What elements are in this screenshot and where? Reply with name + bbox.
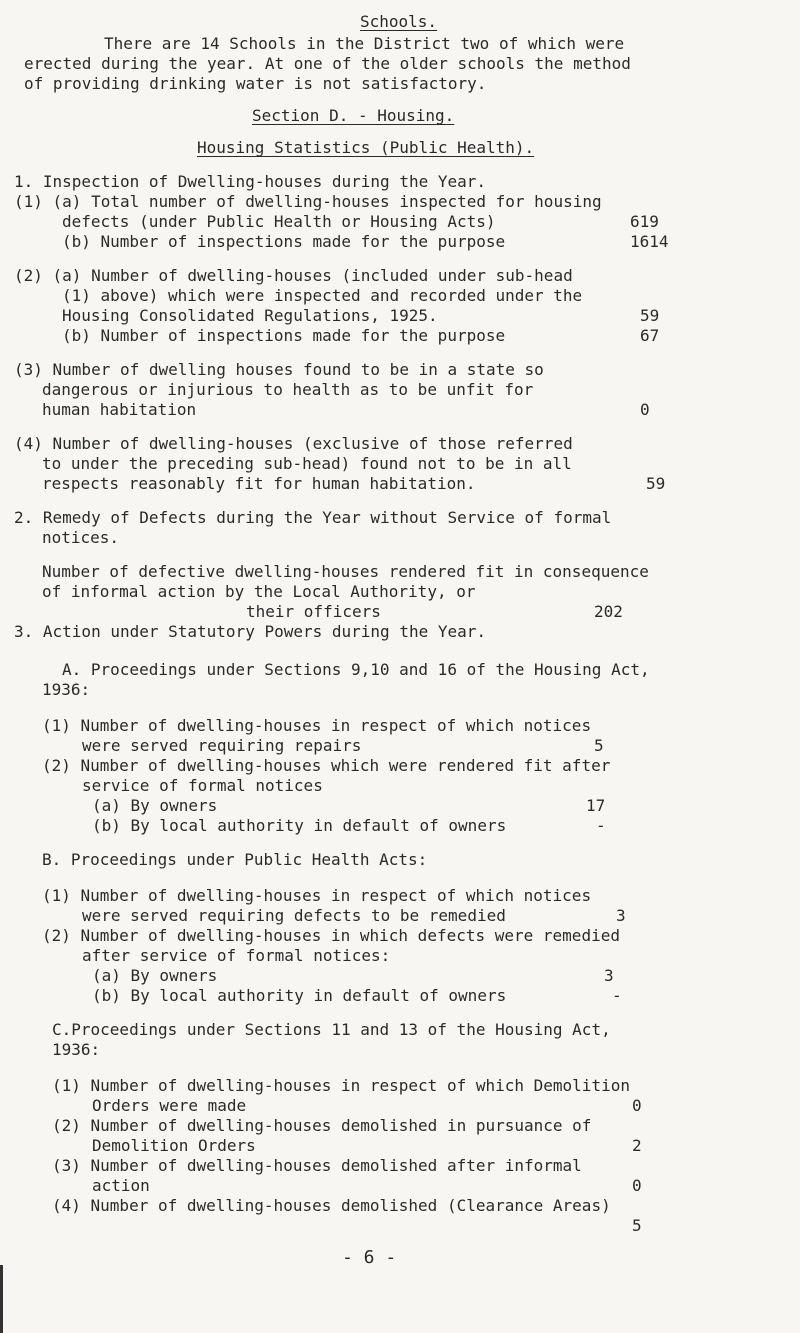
item-1-2b: (b) Number of inspections made for the purpose <box>62 326 506 345</box>
item-b1-line-1: (1) Number of dwelling-houses in respect of which notices <box>42 886 592 905</box>
item-1-2a-value: 59 <box>640 306 660 325</box>
item-c3-value: 0 <box>632 1176 642 1195</box>
schools-heading: Schools. <box>360 12 438 31</box>
item-b2a-value: 3 <box>604 966 614 985</box>
item-1-4-line-2: to under the preceding sub-head) found not to be in all <box>42 454 572 473</box>
item-c3-line-1: (3) Number of dwelling-houses demolished after informal <box>52 1156 582 1175</box>
item-c1-line-2: Orders were made <box>92 1096 247 1115</box>
item-c4-line-1: (4) Number of dwelling-houses demolished (Clearance Areas) <box>52 1196 611 1215</box>
item-1-3-line-2: dangerous or injurious to health as to be unfit for <box>42 380 534 399</box>
item-a2-line-1: (2) Number of dwelling-houses which were rendered fit after <box>42 756 611 775</box>
item-1-2b-value: 67 <box>640 326 660 345</box>
item-1-1a-line-2: defects (under Public Health or Housing Acts) <box>62 212 496 231</box>
schools-text-line-2: erected during the year. At one of the older schools the method <box>24 54 631 73</box>
item-a1-value: 5 <box>594 736 604 755</box>
item-1-1a-value: 619 <box>630 212 659 231</box>
item-b-title: B. Proceedings under Public Health Acts: <box>42 850 428 869</box>
item-1-4-line-3: respects reasonably fit for human habitation. <box>42 474 476 493</box>
item-2-number-line-1: Number of defective dwelling-houses rendered fit in consequence <box>42 562 649 581</box>
item-a2a: (a) By owners <box>92 796 218 815</box>
item-a-line-2: 1936: <box>42 680 91 699</box>
item-c1-value: 0 <box>632 1096 642 1115</box>
item-2-line-1: 2. Remedy of Defects during the Year without Service of formal <box>14 508 612 527</box>
item-2-number-value: 202 <box>594 602 623 621</box>
item-c-line-1: C.Proceedings under Sections 11 and 13 of the Housing Act, <box>52 1020 611 1039</box>
item-1-title: 1. Inspection of Dwelling-houses during the Year. <box>14 172 487 191</box>
item-1-2a-line-1: (2) (a) Number of dwelling-houses (included under sub-head <box>14 266 573 285</box>
item-2-number-line-2: of informal action by the Local Authority, or <box>42 582 476 601</box>
item-1-1b-value: 1614 <box>630 232 669 251</box>
scan-edge-line <box>0 1265 3 1333</box>
item-a1-line-2: were served requiring repairs <box>82 736 362 755</box>
item-c3-line-2: action <box>92 1176 150 1195</box>
page-number: - 6 - <box>342 1247 397 1268</box>
item-b2b-value: - <box>612 986 622 1005</box>
item-3-title: 3. Action under Statutory Powers during the Year. <box>14 622 487 641</box>
item-c2-line-2: Demolition Orders <box>92 1136 256 1155</box>
item-1-4-line-1: (4) Number of dwelling-houses (exclusive of those referred <box>14 434 573 453</box>
item-a2a-value: 17 <box>586 796 606 815</box>
item-2-number-line-3: their officers <box>246 602 381 621</box>
item-1-2a-line-2: (1) above) which were inspected and recorded under the <box>62 286 583 305</box>
item-b2a: (a) By owners <box>92 966 218 985</box>
item-b2-line-1: (2) Number of dwelling-houses in which defects were remedied <box>42 926 620 945</box>
item-1-3-line-3: human habitation <box>42 400 197 419</box>
item-c4-value: 5 <box>632 1216 642 1235</box>
item-1-1b: (b) Number of inspections made for the purpose <box>62 232 506 251</box>
item-1-2a-line-3: Housing Consolidated Regulations, 1925. <box>62 306 438 325</box>
item-a2-line-2: service of formal notices <box>82 776 323 795</box>
item-c2-line-1: (2) Number of dwelling-houses demolished in pursuance of <box>52 1116 592 1135</box>
item-b2-line-2: after service of formal notices: <box>82 946 391 965</box>
item-1-4-value: 59 <box>646 474 666 493</box>
schools-text-line-3: of providing drinking water is not satisfactory. <box>24 74 487 93</box>
section-heading: Section D. - Housing. <box>252 106 455 125</box>
item-1-3-line-1: (3) Number of dwelling houses found to be in a state so <box>14 360 544 379</box>
item-b1-line-2: were served requiring defects to be remedied <box>82 906 506 925</box>
item-2-line-2: notices. <box>42 528 120 547</box>
item-a-line-1: A. Proceedings under Sections 9,10 and 16 of the Housing Act, <box>62 660 650 679</box>
item-c-line-2: 1936: <box>52 1040 101 1059</box>
item-c2-value: 2 <box>632 1136 642 1155</box>
item-a2b: (b) By local authority in default of owners <box>92 816 507 835</box>
item-b1-value: 3 <box>616 906 626 925</box>
item-c1-line-1: (1) Number of dwelling-houses in respect of which Demolition <box>52 1076 630 1095</box>
item-b2b: (b) By local authority in default of owners <box>92 986 507 1005</box>
item-1-1a-line-1: (1) (a) Total number of dwelling-houses inspected for housing <box>14 192 602 211</box>
item-1-3-value: 0 <box>640 400 650 419</box>
item-a2b-value: - <box>596 816 606 835</box>
section-subheading: Housing Statistics (Public Health). <box>197 138 535 157</box>
schools-text-line-1: There are 14 Schools in the District two of which were <box>104 34 625 53</box>
item-a1-line-1: (1) Number of dwelling-houses in respect of which notices <box>42 716 592 735</box>
